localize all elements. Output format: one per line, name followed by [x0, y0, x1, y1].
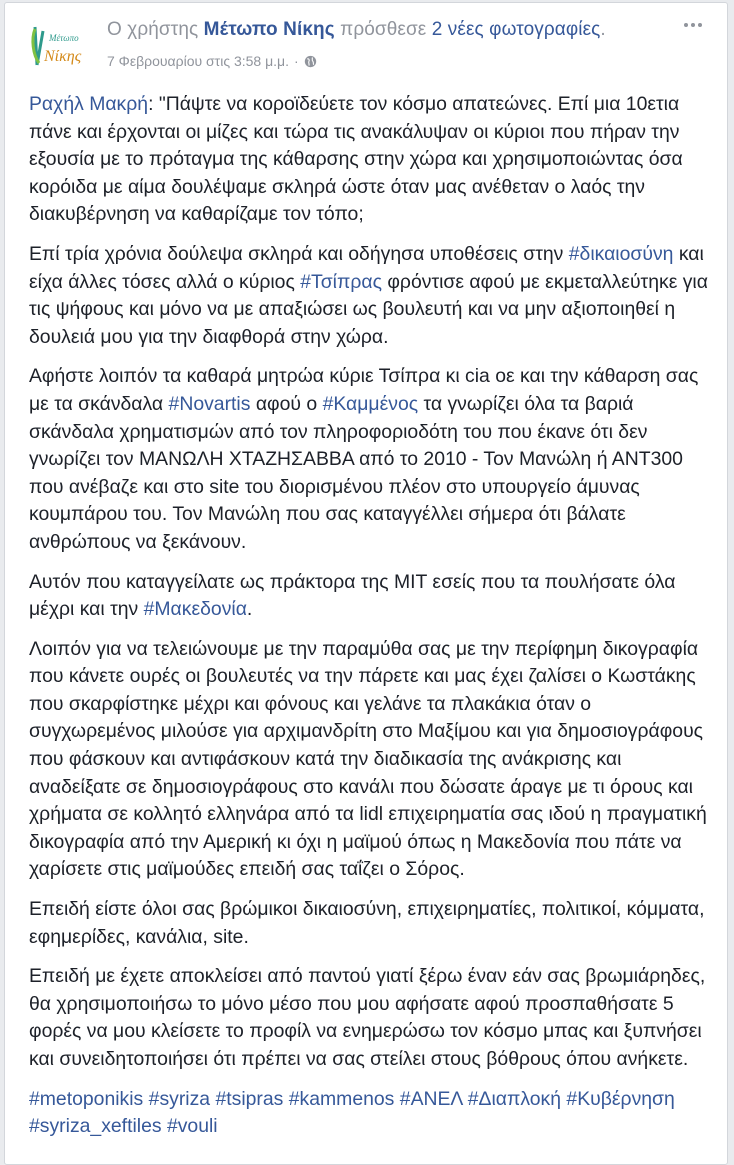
meta-separator: ·: [294, 53, 299, 69]
post-headline: [107, 19, 606, 41]
hashtag-link[interactable]: #Κυβέρνηση: [566, 1087, 675, 1110]
hashtag-link[interactable]: #Τσίπρας: [300, 270, 382, 293]
hashtag-link[interactable]: #Μακεδονία: [143, 598, 247, 621]
post-card: [4, 2, 728, 1165]
hashtag-link[interactable]: #kammenos: [288, 1087, 395, 1110]
logo-text-bottom: Νίκης: [44, 48, 82, 65]
hashtag-link[interactable]: #syriza_xeftiles: [29, 1115, 162, 1138]
post-body: [29, 91, 717, 1153]
metopo-nikis-logo: [27, 17, 85, 75]
headline-prefix: Ο χρήστης: [107, 19, 199, 40]
paragraph-1: [29, 91, 717, 229]
hashtag-link[interactable]: #vouli: [166, 1115, 218, 1138]
page-avatar[interactable]: [27, 17, 85, 75]
hashtag-link[interactable]: #Καμμένος: [322, 392, 419, 415]
paragraph-4-text-a: Αυτόν που καταγγείλατε ως πράκτορα της ΜΙΤ εσείς που τα πουλήσατε όλα μέχρι και την: [29, 570, 676, 621]
hashtag-link[interactable]: #δικαιοσύνη: [568, 242, 674, 265]
paragraph-3-text-b: αφού ο: [250, 392, 323, 415]
paragraph-1-text: : "Πάψτε να κοροϊδεύετε τον κόσμο απατεώνες. Επί μια 10ετια πάνε και έρχονται οι μίζες και τώρα τις ανακάλυψαν οι κύριοι που πήραν την εξουσία με το πρόταγμα της κάθαρσης στην χώρα και χρησιμοποιώντας όσα κορόιδα με αίμα δουλέψαμε σκληρά ώστε όταν μας ανέθεταν ο λαός την διακυβέρνηση να καθαρίζαμε τον τόπο;: [29, 93, 683, 226]
author-link[interactable]: Ραχήλ Μακρή: [29, 93, 149, 115]
hashtag-link[interactable]: #Novartis: [168, 392, 251, 415]
paragraph-2-text-a: Επί τρία χρόνια δούλεψα σκληρά και οδήγησα υποθέσεις στην: [29, 242, 569, 265]
page-name-link[interactable]: Μέτωπο Νίκης: [203, 19, 335, 40]
paragraph-6: Επειδή είστε όλοι σας βρώμικοι δικαιοσύνη, επιχειρηματίες, πολιτικοί, κόμματα, εφημερίδες, κανάλια, site.: [29, 898, 705, 948]
timestamp-link[interactable]: 7 Φεβρουαρίου στις 3:58 μ.μ.: [107, 53, 290, 69]
post-header: [27, 13, 707, 75]
paragraph-7: Επειδή με έχετε αποκλείσει από παντού γιατί ξέρω έναν εάν σας βρωμιάρηδες, θα χρησιμοποιήσω το μόνο μέσο που μου αφήσατε αφού προσπαθήσατε 5 φορές να μου κλείσετε το προφίλ να ενημερώσω τον κόσμο μπας και ξυπνήσει και συνειδητοποιήσει ότι πρέπει να σας στείλει στους βόθρους όπου ανήκετε.: [29, 965, 706, 1070]
paragraph-4: [29, 569, 717, 624]
post-meta: [107, 53, 317, 69]
globe-icon[interactable]: [304, 55, 317, 68]
hashtags-block: [29, 1086, 717, 1141]
photos-link[interactable]: 2 νέες φωτογραφίες: [431, 19, 601, 40]
headline-action: πρόσθεσε: [340, 19, 427, 40]
paragraph-3-text-c: τα γνωρίζει όλα τα βαριά σκάνδαλα χρηματισμών από τον πληροφοριοδότη του που έκανε ότι δεν γνωρίζει τον ΜΑΝΩΛΗ ΧΤΑΖΗΣΑΒΒΑ από το 2010 - Τον Μανώλη ή ΑΝΤ300 που ανέβαζε και στο site του διορισμένου πλέον στο υπουργείο άμυνας κουμπάρου του. Τον Μανώλη που σας καταγγέλλει σήμερα ότι βάλατε ανθρώπους να ξεκάνουν.: [29, 392, 683, 553]
paragraph-5: Λοιπόν για να τελειώνουμε με την παραμύθα σας με την περίφημη δικογραφία που κάνετε ουρές οι βουλευτές να την πάρετε και μας έχει ζαλίσει ο Κωστάκης που σκαρφίστηκε μέχρι και φόνους και γελάνε τα πλακάκια όταν ο συγχωρεμένος μιλούσε για αρχιμανδρίτη στο Μαξίμου και για δημοσιογράφους που φάσκουν και αντιφάσκουν κατά την διαδικασία της ανάκρισης και αναδείξατε σε δημοσιογράφους στο κανάλι που δώσατε άραγε με τι όρους και χρήματα σε κολλητό ελληνάρα από τα lidl επιχειρηματία σας ιδού η πραγματική δικογραφία από την Αμερική κι όχι η μαϊμού όπως η Μακεδονία που πάτε να χαρίσετε στις μαϊμούδες επειδή σας ταΐζει ο Σόρος.: [29, 637, 707, 881]
hashtag-link[interactable]: #metoponikis: [29, 1087, 144, 1110]
hashtag-link[interactable]: #Διαπλοκή: [467, 1087, 562, 1110]
paragraph-2-text-c: φρόντισε αφού με εκμεταλλεύτηκε για τις ψήφους και μόνο να με απαξιώσει ως βουλευτή και να μην αξιοποιηθεί η δουλειά μου για την διαφθορά στην χώρα.: [29, 270, 708, 348]
paragraph-2-text-b: και είχα άλλες τόσες αλλά ο κύριος: [29, 242, 704, 293]
paragraph-3-text-a: Αφήστε λοιπόν τα καθαρά μητρώα κύριε Τσίπρα κι cia οε και την κάθαρση σας με τα σκάνδαλα: [29, 365, 699, 415]
paragraph-3: [29, 363, 717, 556]
more-options-icon[interactable]: [679, 15, 707, 35]
hashtag-link[interactable]: #ΑΝΕΛ: [399, 1087, 463, 1110]
headline-suffix: .: [600, 19, 606, 40]
paragraph-4-text-b: .: [246, 598, 253, 621]
hashtag-link[interactable]: #syriza: [148, 1087, 211, 1110]
logo-text-top: Μέτωπο: [49, 33, 79, 43]
hashtag-link[interactable]: #tsipras: [215, 1087, 284, 1110]
paragraph-2: [29, 241, 717, 351]
